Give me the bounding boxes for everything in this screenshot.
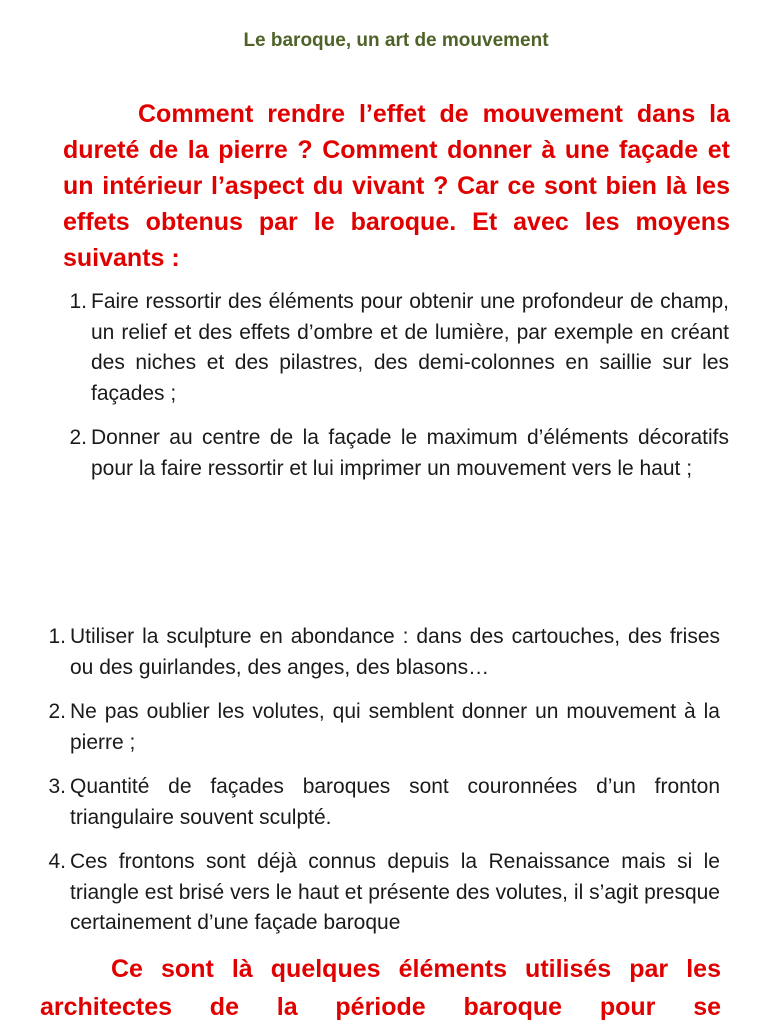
list-item xyxy=(48,847,720,939)
techniques-list-2 xyxy=(48,622,720,953)
list-item xyxy=(48,772,720,833)
list-item-text: Quantité de façades baroques sont couronnées d’un fronton triangulaire souvent sculpté. xyxy=(70,775,720,829)
list-item-number: 4. xyxy=(48,850,66,873)
list-item-number: 2. xyxy=(69,426,87,449)
list-item-text: Ces frontons sont déjà connus depuis la Renaissance mais si le triangle est brisé vers le haut et présente des volutes, il s’agit presque certainement d’une façade baroque xyxy=(70,850,720,934)
list-item xyxy=(69,287,729,409)
page-title: Le baroque, un art de mouvement xyxy=(243,30,549,51)
intro-paragraph: Comment rendre l’effet de mouvement dans la dureté de la pierre ? Comment donner à une façade et un intérieur l’aspect du vivant ? Car ce sont bien là les effets obtenus par le baroque. Et avec les moyens suivants : xyxy=(63,100,730,272)
list-item-number: 2. xyxy=(48,700,66,723)
list-item-text: Donner au centre de la façade le maximum d’éléments décoratifs pour la faire ressortir et lui imprimer un mouvement vers le haut ; xyxy=(91,426,729,480)
techniques-list-1 xyxy=(69,287,729,498)
list-item-number: 1. xyxy=(48,625,66,648)
closing-paragraph: Ce sont là quelques éléments utilisés par les architectes de la période baroque pour se xyxy=(40,955,721,1021)
list-item-text: Faire ressortir des éléments pour obtenir une profondeur de champ, un relief et des effets d’ombre et de lumière, par exemple en créant des niches et des pilastres, des demi-colonnes en saillie sur les façades ; xyxy=(91,290,729,405)
list-item-text: Utiliser la sculpture en abondance : dans des cartouches, des frises ou des guirlandes, des anges, des blasons… xyxy=(70,625,720,679)
list-item xyxy=(48,622,720,683)
list-item-number: 3. xyxy=(48,775,66,798)
list-item xyxy=(69,423,729,484)
list-item xyxy=(48,697,720,758)
list-item-number: 1. xyxy=(69,290,87,313)
list-item-text: Ne pas oublier les volutes, qui semblent donner un mouvement à la pierre ; xyxy=(70,700,720,754)
